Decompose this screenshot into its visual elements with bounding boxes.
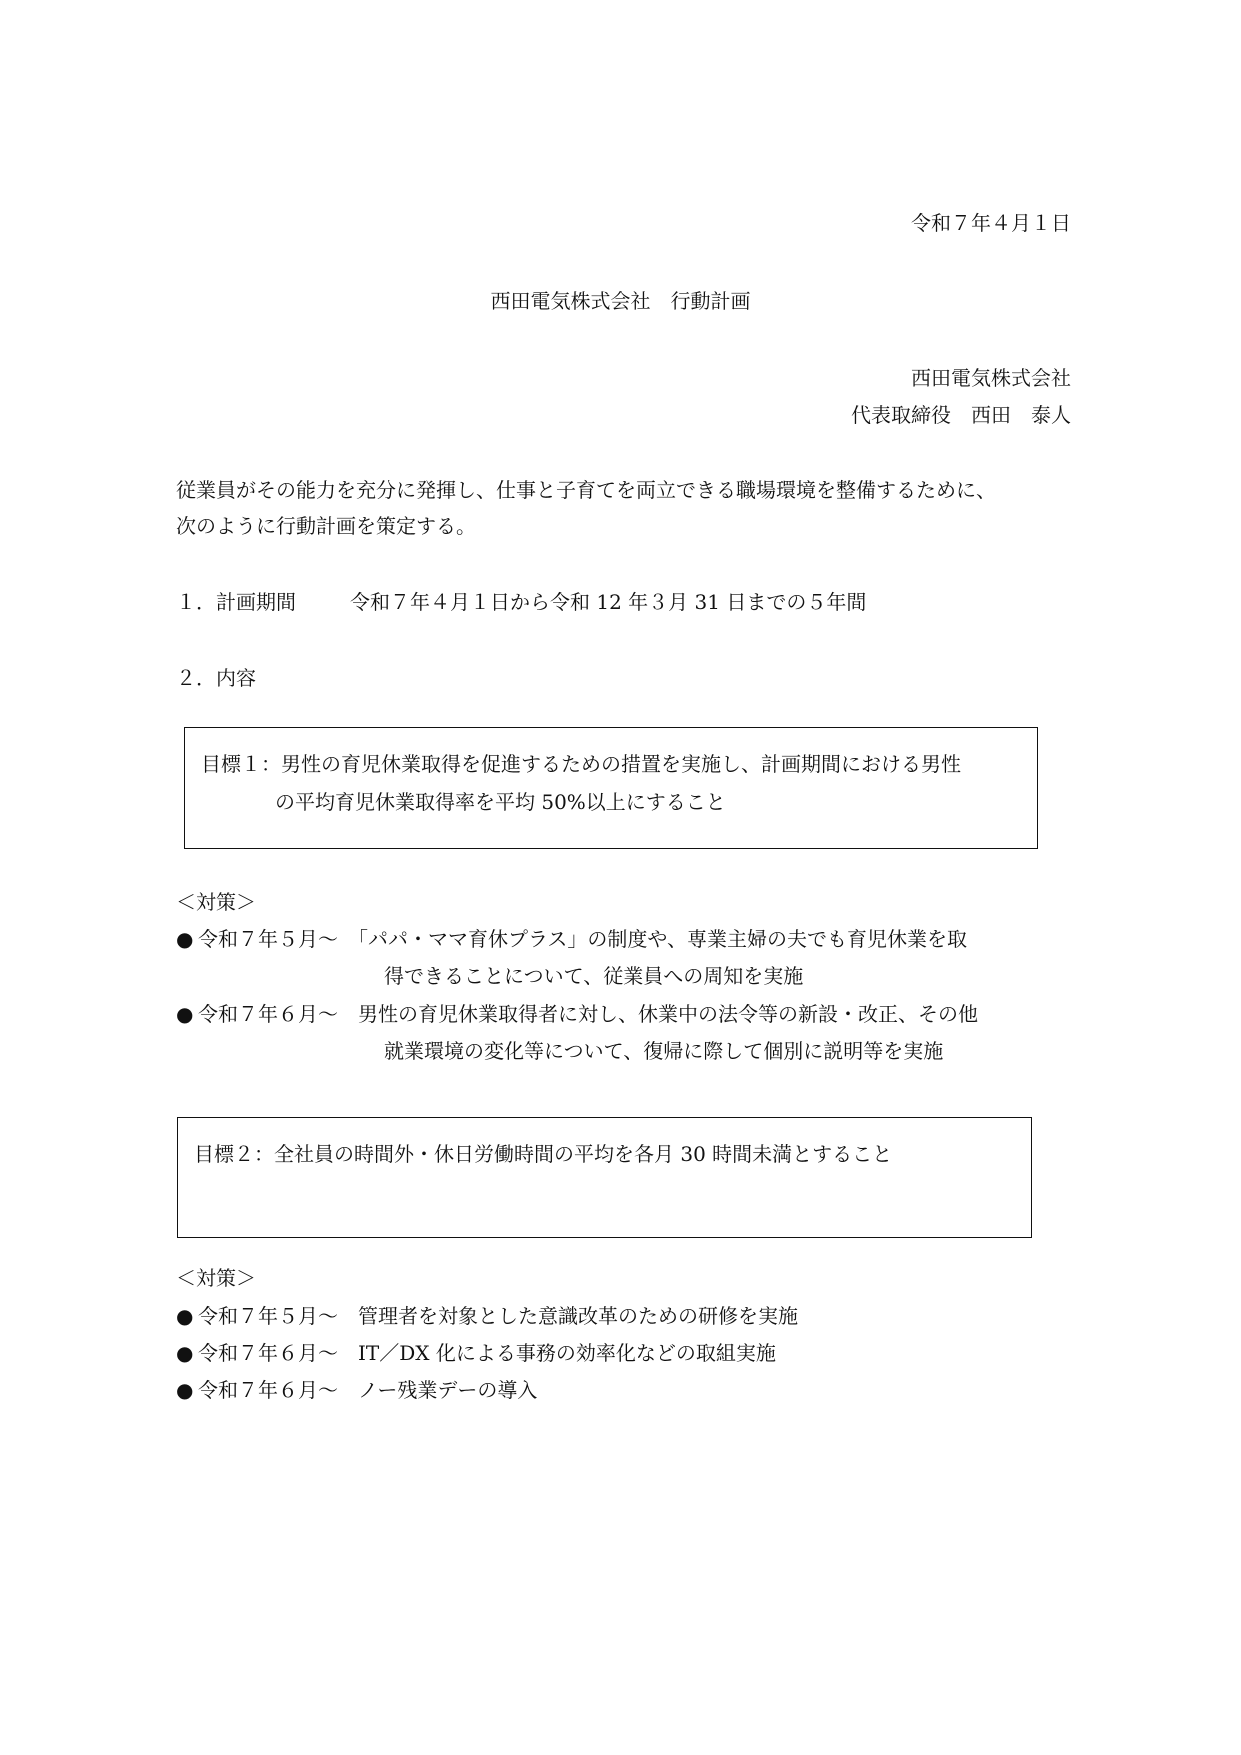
goal-1-line-1: 目標１：男性の育児休業取得を促進するための措置を実施し、計画期間における男性	[201, 752, 961, 776]
goal-2-line-1: 目標２：全社員の時間外・休日労働時間の平均を各月 30 時間未満とすること	[194, 1142, 893, 1166]
measure-text: 令和７年５月～ 管理者を対象とした意識改革のための研修を実施	[198, 1304, 798, 1328]
measure-text: 令和７年５月～ 「パパ・ママ育休プラス」の制度や、専業主婦の夫でも育児休業を取	[198, 927, 967, 951]
bullet-icon: ●	[176, 927, 194, 951]
goal-1-measures-heading: ＜対策＞	[176, 890, 256, 914]
bullet-icon: ●	[176, 1341, 194, 1365]
representative-name: 代表取締役 西田 泰人	[851, 403, 1071, 427]
intro-line-1: 従業員がその能力を充分に発揮し、仕事と子育てを両立できる職場環境を整備するために、	[176, 478, 996, 502]
bullet-icon: ●	[176, 1304, 194, 1328]
content-heading: ２．内容	[176, 666, 256, 690]
goal-1-measure-2-continuation: 就業環境の変化等について、復帰に際して個別に説明等を実施	[384, 1039, 944, 1063]
plan-period	[176, 592, 866, 612]
bullet-icon: ●	[176, 1378, 194, 1402]
measure-text: 令和７年６月～ 男性の育児休業取得者に対し、休業中の法令等の新設・改正、その他	[198, 1002, 978, 1026]
goal-2-measure-1	[176, 1306, 798, 1326]
goal-1-measure-2	[176, 1004, 978, 1024]
bullet-icon: ●	[176, 1002, 194, 1026]
goal-2-measure-2	[176, 1343, 776, 1363]
measure-text: 令和７年６月～ IT／DX 化による事務の効率化などの取組実施	[198, 1341, 776, 1365]
goal-2-box	[177, 1117, 1032, 1238]
document-date: 令和７年４月１日	[911, 211, 1071, 235]
goal-1-measure-1-continuation: 得できることについて、従業員への周知を実施	[384, 964, 804, 988]
intro-line-2: 次のように行動計画を策定する。	[176, 514, 476, 538]
goal-1-measure-1	[176, 929, 967, 949]
document-title: 西田電気株式会社 行動計画	[490, 289, 751, 313]
goal-1-box	[184, 727, 1038, 849]
goal-2-measures-heading: ＜対策＞	[176, 1266, 256, 1290]
company-name: 西田電気株式会社	[911, 366, 1071, 390]
plan-period-label: １．計画期間	[176, 590, 296, 614]
goal-2-measure-3	[176, 1380, 537, 1400]
plan-period-value: 令和７年４月１日から令和 12 年３月 31 日までの５年間	[350, 590, 867, 614]
measure-text: 令和７年６月～ ノー残業デーの導入	[198, 1378, 538, 1402]
goal-1-line-2: の平均育児休業取得率を平均 50%以上にすること	[275, 790, 726, 814]
